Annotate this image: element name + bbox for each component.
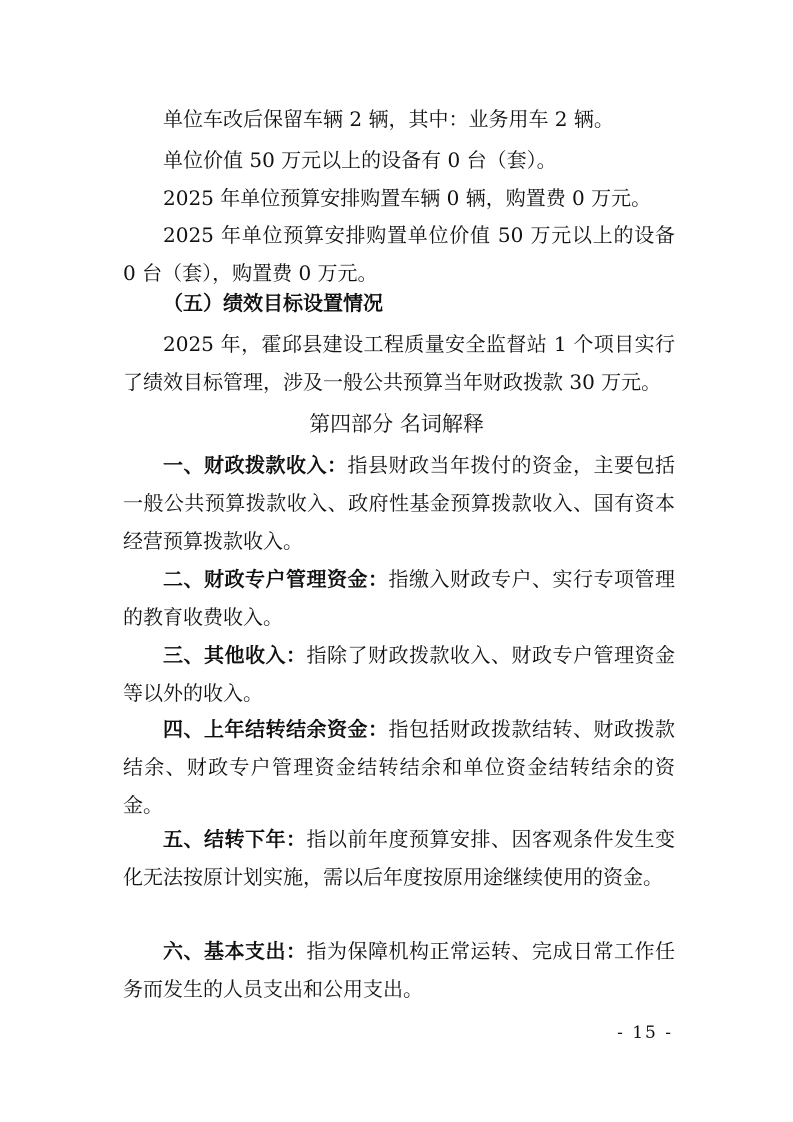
term-item [123, 446, 675, 560]
page-number: - 15 - [617, 1023, 673, 1043]
paragraph-equipment: 单位价值 50 万元以上的设备有 0 台（套）。 [163, 148, 557, 172]
term-definition: 指缴入财政专户、实行专项管理的教育收费收入。 [123, 567, 675, 629]
term-label: 四、上年结转结余资金： [163, 717, 389, 741]
term-label: 一、财政拨款收入： [163, 453, 348, 477]
part-title: 第四部分 名词解释 [309, 412, 484, 436]
term-definition: 指以前年度预算安排、因客观条件发生变化无法按原计划实施，需以后年度按原用途继续使用的资金。 [123, 827, 675, 889]
paragraph-equipment-purchase: 2025 年单位预算安排购置单位价值 50 万元以上的设备 0 台（套），购置费 0 万元。 [123, 223, 675, 285]
term-definition: 指包括财政拨款结转、财政拨款结余、财政专户管理资金结转结余和单位资金结转结余的资金。 [123, 717, 675, 817]
term-definition: 指为保障机构正常运转、完成日常工作任务而发生的人员支出和公用支出。 [123, 939, 675, 1001]
term-item [123, 636, 675, 712]
term-item [123, 560, 675, 636]
term-label: 二、财政专户管理资金： [163, 567, 389, 591]
term-label: 三、其他收入： [163, 643, 307, 667]
subsection-body: 2025 年，霍邱县建设工程质量安全监督站 1 个项目实行了绩效目标管理，涉及一般公共预算当年财政拨款 30 万元。 [123, 332, 675, 394]
paragraph-vehicle-purchase: 2025 年单位预算安排购置车辆 0 辆，购置费 0 万元。 [163, 186, 652, 210]
term-definition: 指除了财政拨款收入、财政专户管理资金等以外的收入。 [123, 643, 675, 705]
subsection-heading: （五）绩效目标设置情况 [163, 291, 383, 315]
term-item [123, 932, 675, 1008]
term-label: 五、结转下年： [163, 827, 307, 851]
paragraph-vehicles: 单位车改后保留车辆 2 辆，其中：业务用车 2 辆。 [163, 107, 614, 131]
term-item [123, 710, 675, 824]
term-label: 六、基本支出： [163, 939, 307, 963]
term-item [123, 820, 675, 896]
term-definition: 指县财政当年拨付的资金，主要包括一般公共预算拨款收入、政府性基金预算拨款收入、国有资本经营预算拨款收入。 [123, 453, 675, 553]
